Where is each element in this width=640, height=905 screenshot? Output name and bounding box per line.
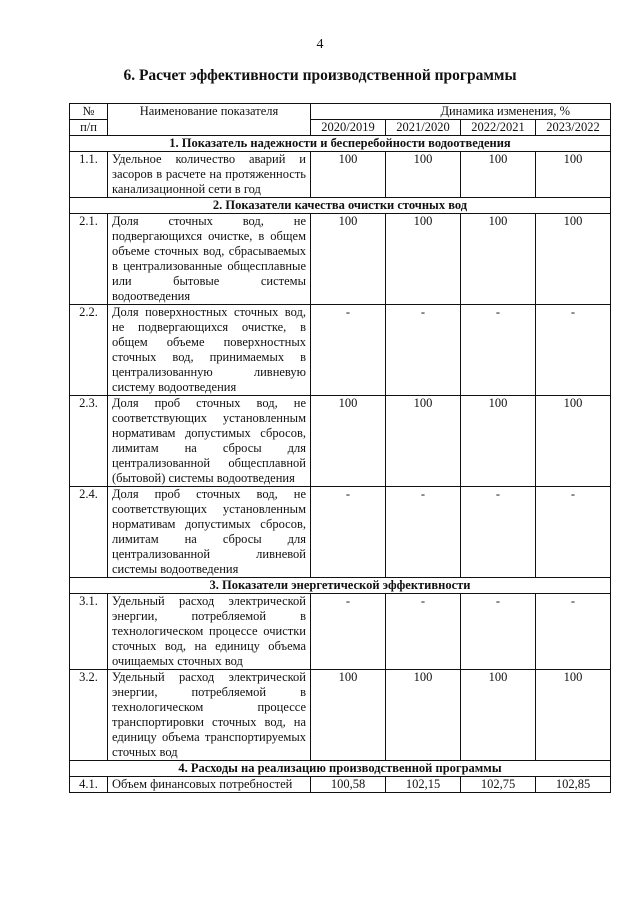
section-row	[70, 578, 611, 594]
row-number: 1.1.	[70, 152, 108, 198]
value-cell: 102,85	[536, 777, 611, 793]
value-cell: 100	[461, 670, 536, 761]
section-row	[70, 198, 611, 214]
row-number: 3.1.	[70, 594, 108, 670]
indicator-name: Удельный расход электрической энергии, потребляемой в технологическом процессе очистки сточных вод, на единицу объема очищаемых сточных вод	[108, 594, 311, 670]
table-row	[70, 152, 611, 198]
section-title: 4. Расходы на реализацию производственной программы	[70, 761, 611, 777]
value-cell: 100	[386, 396, 461, 487]
indicator-name: Доля сточных вод, не подвергающихся очистке, в общем объеме сточных вод, сбрасываемых в централизованные общесплавные или бытовые системы водоотведения	[108, 214, 311, 305]
value-cell: 100	[386, 214, 461, 305]
value-cell: 100	[536, 214, 611, 305]
table-row	[70, 670, 611, 761]
section-row	[70, 136, 611, 152]
value-cell: -	[536, 594, 611, 670]
value-cell: -	[311, 487, 386, 578]
value-cell: 100	[311, 396, 386, 487]
table-row	[70, 396, 611, 487]
table-row	[70, 487, 611, 578]
section-title: 3. Показатели энергетической эффективности	[70, 578, 611, 594]
table-row	[70, 594, 611, 670]
value-cell: -	[461, 594, 536, 670]
section-row	[70, 761, 611, 777]
value-cell: 102,75	[461, 777, 536, 793]
page-title: 6. Расчет эффективности производственной программы	[123, 67, 517, 84]
value-cell: -	[386, 305, 461, 396]
indicator-name: Доля поверхностных сточных вод, не подвергающихся очистке, в общем объеме поверхностных сточных вод, принимаемых в централизованную ливневую систему водоотведения	[108, 305, 311, 396]
indicator-name: Объем финансовых потребностей	[108, 777, 311, 793]
value-cell: 100	[461, 152, 536, 198]
row-number: 2.1.	[70, 214, 108, 305]
table-row	[70, 777, 611, 793]
header-period: 2023/2022	[536, 120, 611, 136]
indicator-name: Удельное количество аварий и засоров в расчете на протяженность канализационной сети в год	[108, 152, 311, 198]
value-cell: -	[461, 487, 536, 578]
value-cell: 102,15	[386, 777, 461, 793]
value-cell: 100	[311, 152, 386, 198]
value-cell: -	[536, 305, 611, 396]
section-title: 1. Показатель надежности и бесперебойности водоотведения	[70, 136, 611, 152]
value-cell: 100	[386, 152, 461, 198]
value-cell: 100,58	[311, 777, 386, 793]
value-cell: 100	[311, 670, 386, 761]
indicator-name: Удельный расход электрической энергии, потребляемой в технологическом процессе транспортировки сточных вод, на единицу объема транспортируемых сточных вод	[108, 670, 311, 761]
value-cell: -	[461, 305, 536, 396]
value-cell: 100	[536, 152, 611, 198]
page-number: 4	[316, 37, 324, 52]
table-row	[70, 214, 611, 305]
header-period: 2021/2020	[386, 120, 461, 136]
header-period: 2020/2019	[311, 120, 386, 136]
header-dynamics: Динамика изменения, %	[311, 104, 611, 120]
section-title: 2. Показатели качества очистки сточных вод	[70, 198, 611, 214]
header-num-2: п/п	[70, 120, 108, 136]
value-cell: 100	[461, 396, 536, 487]
value-cell: -	[536, 487, 611, 578]
value-cell: -	[386, 594, 461, 670]
header-num	[70, 104, 108, 120]
value-cell: -	[311, 594, 386, 670]
value-cell: 100	[461, 214, 536, 305]
value-cell: 100	[311, 214, 386, 305]
table-row	[70, 305, 611, 396]
value-cell: -	[311, 305, 386, 396]
value-cell: 100	[536, 670, 611, 761]
table-body	[70, 104, 611, 793]
value-cell: -	[386, 487, 461, 578]
row-number: 3.2.	[70, 670, 108, 761]
row-number: 4.1.	[70, 777, 108, 793]
indicator-name: Доля проб сточных вод, не соответствующих установленным нормативам допустимых сбросов, лимитам на сбросы для централизованной ливневой системы водоотведения	[108, 487, 311, 578]
row-number: 2.2.	[70, 305, 108, 396]
header-row-top	[70, 104, 611, 120]
value-cell: 100	[386, 670, 461, 761]
value-cell: 100	[536, 396, 611, 487]
header-name: Наименование показателя	[108, 104, 311, 136]
efficiency-table	[69, 103, 611, 793]
row-number: 2.3.	[70, 396, 108, 487]
indicator-name: Доля проб сточных вод, не соответствующих установленным нормативам допустимых сбросов, лимитам на сбросы для централизованной общесплавной (бытовой) системы водоотведения	[108, 396, 311, 487]
header-num-line1: №	[82, 104, 95, 118]
row-number: 2.4.	[70, 487, 108, 578]
header-period: 2022/2021	[461, 120, 536, 136]
